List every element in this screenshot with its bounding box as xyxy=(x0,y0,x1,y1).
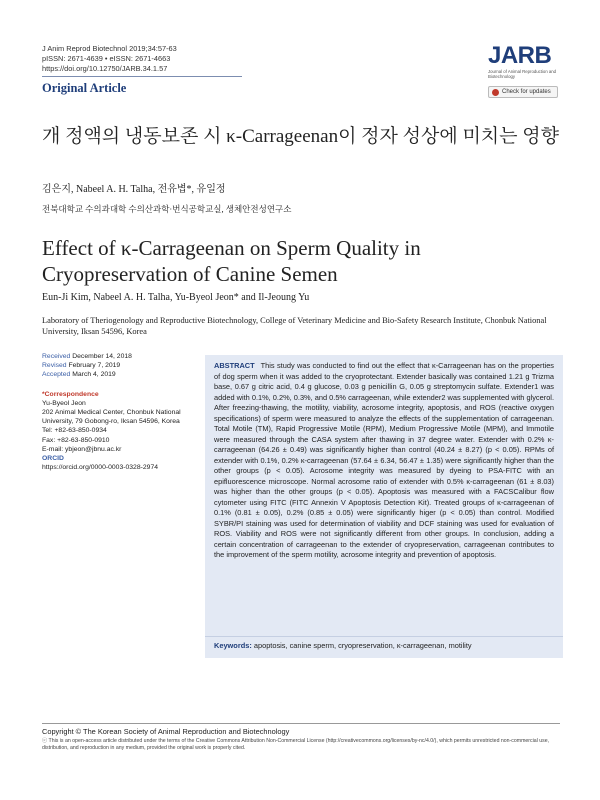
english-affiliation: Laboratory of Theriogenology and Reproductive Biotechnology, College of Veterinary Medicine and Bio-Safety Research Institute, Chonbuk National University, Iksan 54596, Korea xyxy=(42,316,547,336)
english-title: Effect of κ-Carrageenan on Sperm Quality in Cryopreservation of Canine Semen xyxy=(42,236,421,286)
check-updates-label: Check for updates xyxy=(502,89,551,95)
journal-citation: J Anim Reprod Biotechnol 2019;34:57-63 xyxy=(42,44,177,53)
copyright-line: Copyright © The Korean Society of Animal Reproduction and Biotechnology xyxy=(42,727,290,736)
correspondence-fax: Fax: +82-63-850-0910 xyxy=(42,436,110,444)
section-label: Original Article xyxy=(42,81,127,95)
keywords-box xyxy=(205,636,563,658)
orcid-link[interactable]: https://orcid.org/0000-0003-0328-2974 xyxy=(42,464,159,472)
received-date xyxy=(42,352,197,361)
keywords-text: apoptosis, canine sperm, cryopreservation, κ-carrageenan, motility xyxy=(253,641,472,650)
abstract-box xyxy=(205,355,563,643)
accepted-date xyxy=(42,370,197,379)
received-label: Received xyxy=(42,353,71,360)
korean-affiliation: 전북대학교 수의과대학 수의산과학·번식공학교실, 생체안전성연구소 xyxy=(42,204,292,214)
orcid-label: ORCID xyxy=(42,455,64,463)
journal-logo xyxy=(488,44,560,79)
article-info-sidebar xyxy=(42,352,197,472)
accepted-label: Accepted xyxy=(42,371,71,379)
korean-authors: 김은지, Nabeel A. H. Talha, 전유볍*, 유일정 xyxy=(42,184,226,195)
license-text: ⓒ This is an open-access article distributed under the terms of the Creative Commons Attribution Non-Commercial License (http://creativecommons.org/licenses/by-nc/4.0/), which permits unrestricted non-commercial use, distribution, and reproduction in any medium, provided the original work is properly cited. xyxy=(42,738,550,751)
logo-text: JARB xyxy=(488,42,552,69)
english-authors: Eun-Ji Kim, Nabeel A. H. Talha, Yu-Byeol Jeon* and Il-Jeoung Yu xyxy=(42,292,310,303)
doi-link[interactable]: https://doi.org/10.12750/JARB.34.1.57 xyxy=(42,64,168,73)
revised-date xyxy=(42,361,197,370)
revised-value: February 7, 2019 xyxy=(68,362,121,370)
abstract-text: This study was conducted to find out the effect that κ-Carrageenan has on the properties of dog sperm when it was added to the cryoprotectant. Extender basically was contained 1.21 g Trizma base, 0.67 g citric acid, 0.4 g glucose, 0.03 g penicillin G, 0.05 g streptomycin sulfate. Extender1 was added with 0.1%, 0.2%, 0.3%, and 0.5% carrageenan, while extender2 was supplemented with glycerol. After freezing-thawing, the motility, viability, acrosome integrity, apoptosis, and ROS (reactive oxygen specifications) of sperm were measured to analyze the effects of the supplementation of carrageenan. Total Motile (TM), Rapid Progressive Motile (RPM), Medium Progressive Motile (MPM), and Immotile were measured through the CASA system after thawing in 37 degree water. Extender with 0.2% κ-carrageenan (64.26 ± 0.49) was significantly higher than control (40.24 ± 8.27) (p < 0.05). RPMs of extender with 0.1%, 0.2% κ-carrageenan (57.64 ± 6.34, 56.47 ± 1.35) were significantly higher than the other groups (p < 0.05). Acrosome integrity was measured by dyeing to PSA-FITC with an epifluorescence microscope. Normal acrosome ratio of extender with 0.5% κ-carrageenan (61 ± 8.03) was higher than the other groups (p < 0.05). Apoptosis was measured with a FACSCalibur flow cytometer using FITC (FITC Annexin V Apoptosis Detection Kit). Treated groups of κ-carrageenan of 0.1% (0.81 ± 0.05), 0.2% (0.85 ± 0.05) were significantly higer (p < 0.05) than control. Modified SYBR/PI staining was used for determination of viability and DCF staining was used for evaluation of ROS. Viability and ROS were not significantly different from other groups. In conclusion, adding a certain concentration of carrageenan to the extender of cryopreservation, carrageenan contributes to the improvement of the sperm motility, acrosome integrity and prevention of apoptosis. xyxy=(214,361,554,559)
korean-title: 개 정액의 냉동보존 시 κ-Carrageenan이 정자 성상에 미치는 영향 xyxy=(42,126,559,147)
check-for-updates-button[interactable] xyxy=(488,86,558,98)
issn-line: pISSN: 2671-4639 • eISSN: 2671-4663 xyxy=(42,54,171,63)
logo-subtitle: Journal of Animal Reproduction and Biotechnology xyxy=(488,69,557,79)
header-divider xyxy=(42,76,242,77)
received-value: December 14, 2018 xyxy=(72,353,132,360)
journal-header xyxy=(42,44,177,74)
correspondence-address: 202 Animal Medical Center, Chonbuk National University, 79 Gobong-ro, Iksan 54596, Korea xyxy=(42,409,181,426)
correspondence-label: *Correspondence xyxy=(42,390,99,398)
revised-label: Revised xyxy=(42,362,67,370)
keywords-label: Keywords: xyxy=(214,641,252,650)
abstract-paragraph xyxy=(214,361,554,561)
correspondence-email[interactable]: E-mail: ybjeon@jbnu.ac.kr xyxy=(42,445,122,453)
abstract-label: ABSTRACT xyxy=(214,361,255,370)
correspondence-name: Yu-Byeol Jeon xyxy=(42,399,86,407)
footer-divider xyxy=(42,723,560,724)
check-updates-icon xyxy=(492,89,499,96)
correspondence-tel: Tel: +82-63-850-0934 xyxy=(42,427,107,435)
accepted-value: March 4, 2019 xyxy=(72,371,116,379)
